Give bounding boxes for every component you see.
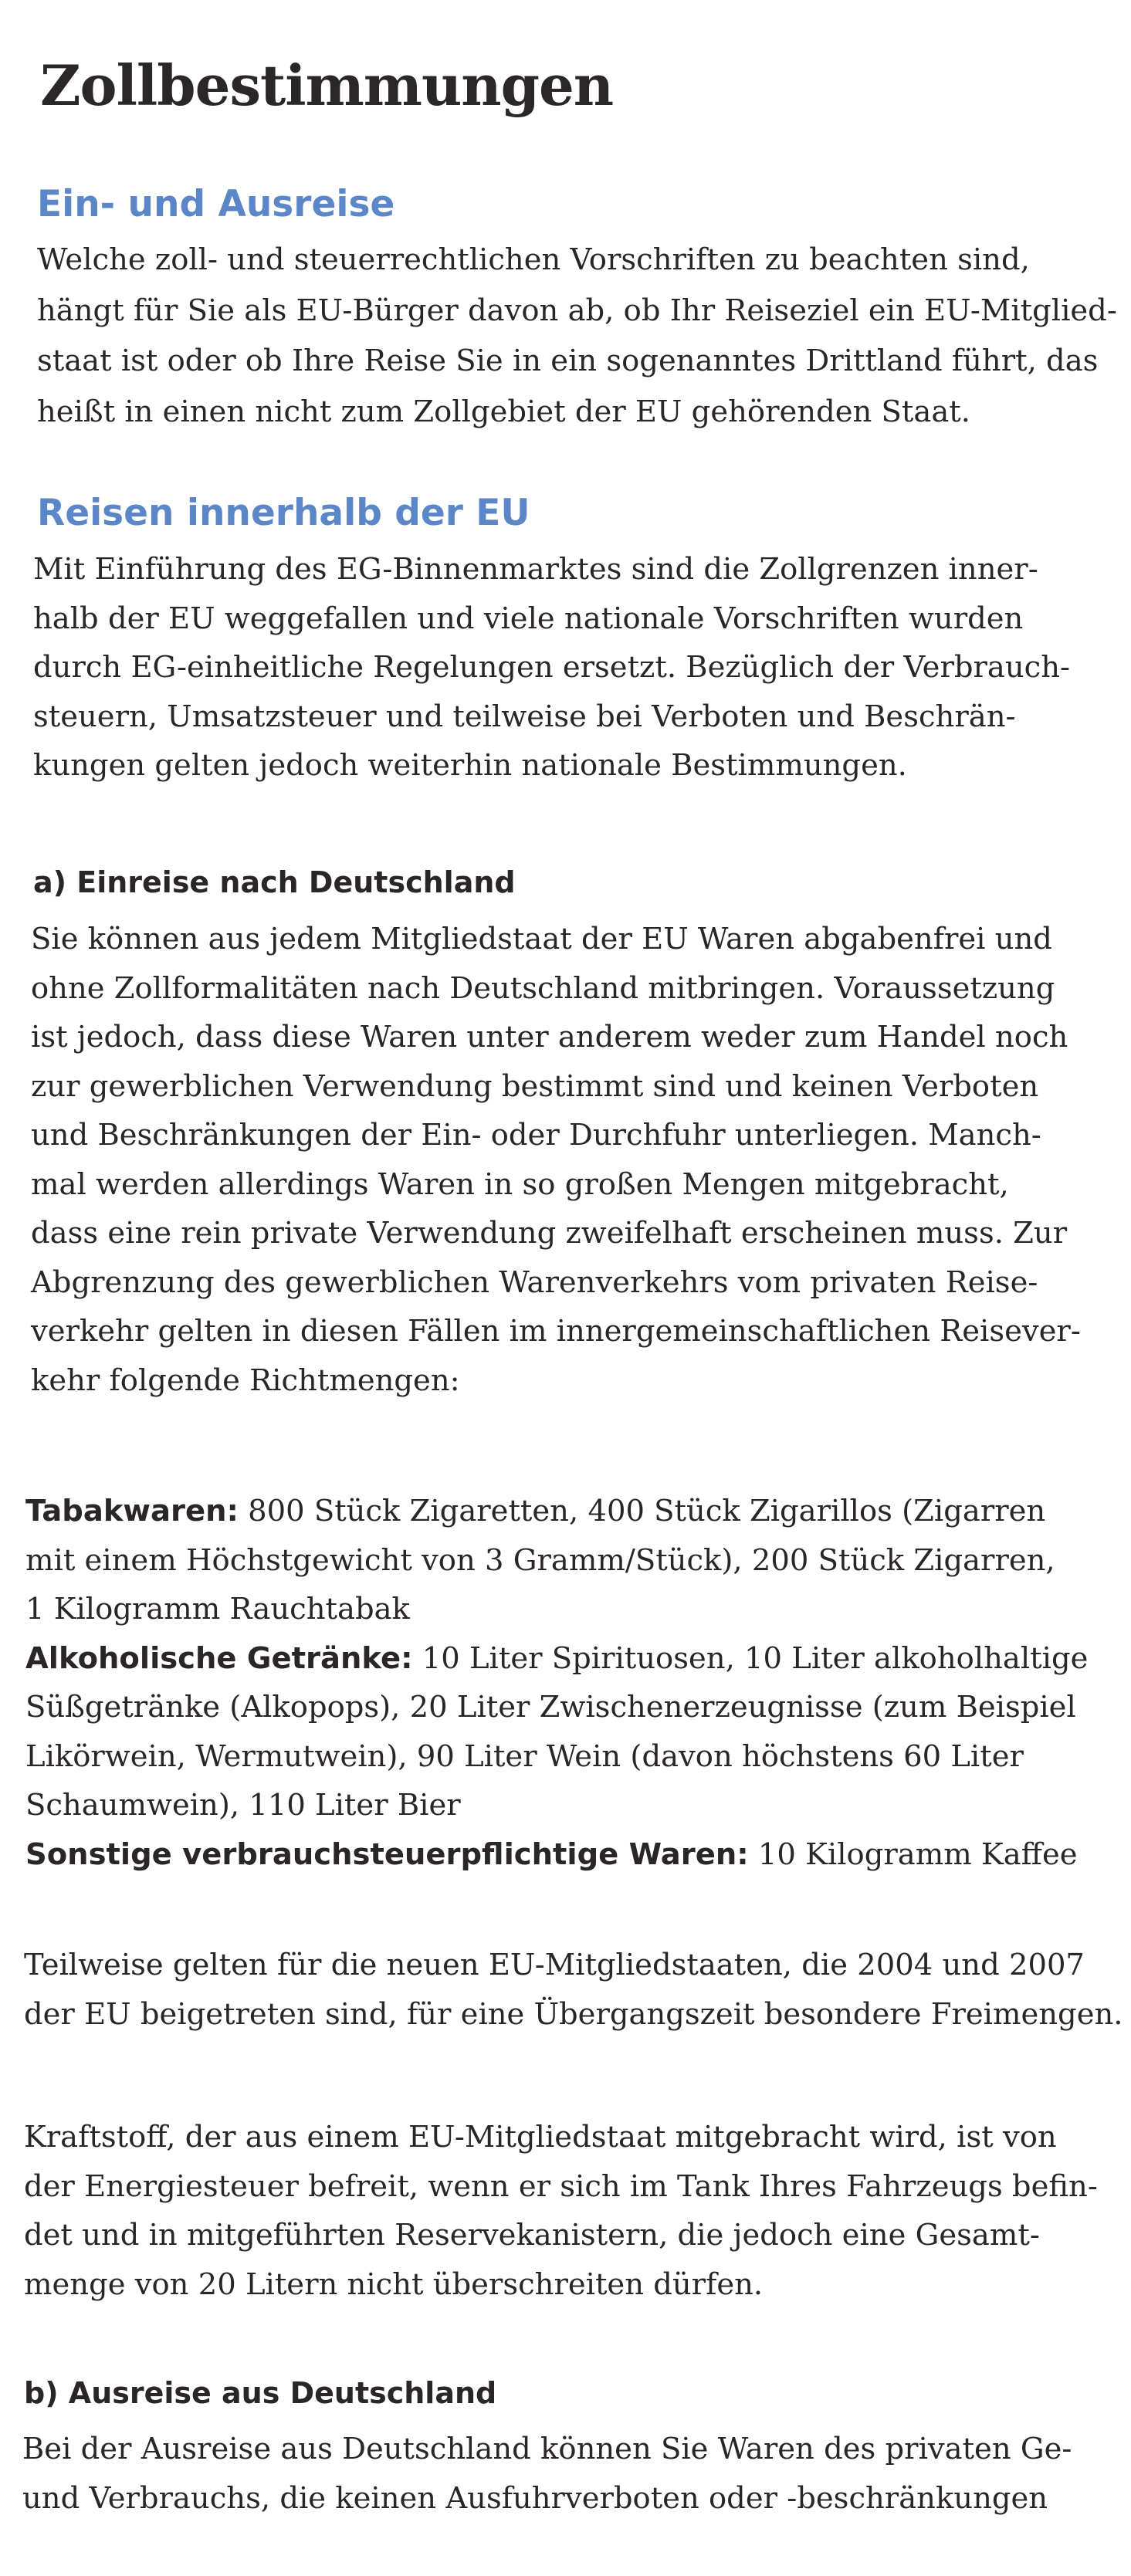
paragraph-richtmengen <box>25 1487 1088 1879</box>
text-line: staat ist oder ob Ihre Reise Sie in ein sogenanntes Drittland führt, das <box>37 344 1099 378</box>
text-line: kehr folgende Richtmengen: <box>31 1362 460 1398</box>
text-line: Mit Einführung des EG-Binnenmarktes sind die Zollgrenzen inner- <box>33 552 1038 587</box>
text-line: Abgrenzung des gewerblichen Warenverkehrs vom privaten Reise- <box>31 1264 1038 1300</box>
text-line: heißt in einen nicht zum Zollgebiet der EU gehörenden Staat. <box>37 394 970 429</box>
text-line: verkehr gelten in diesen Fällen im innergemeinschaftlichen Reisever- <box>31 1314 1081 1349</box>
text-line: der EU beigetreten sind, für eine Übergangszeit besondere Freimengen. <box>24 1996 1123 2032</box>
text-line: mal werden allerdings Waren in so großen Mengen mitgebracht, <box>31 1166 1009 1202</box>
text-line: und Verbrauchs, die keinen Ausfuhrverboten oder -beschränkungen <box>22 2480 1048 2516</box>
text-segment: 800 Stück Zigaretten, 400 Stück Zigarillos (Zigarren <box>238 1494 1046 1528</box>
paragraph-einreise <box>31 915 1081 1405</box>
text-line: und Beschränkungen der Ein- oder Durchfuhr unterliegen. Manch- <box>31 1118 1041 1153</box>
text-line: Kraftstoff, der aus einem EU-Mitgliedstaat mitgebracht wird, ist von <box>24 2120 1057 2155</box>
text-line: hängt für Sie als EU-Bürger davon ab, ob Ihr Reiseziel ein EU-Mitglied- <box>37 293 1117 328</box>
heading-ein-und-ausreise: Ein- und Ausreise <box>37 183 395 225</box>
heading-einreise-nach-deutschland: a) Einreise nach Deutschland <box>33 865 516 899</box>
text-line: zur gewerblichen Verwendung bestimmt sind und keinen Verboten <box>31 1068 1039 1104</box>
paragraph-uebergangszeit <box>24 1941 1123 2039</box>
text-line: Likörwein, Wermutwein), 90 Liter Wein (davon höchstens 60 Liter <box>25 1738 1024 1774</box>
label-sonstige-waren: Sonstige verbrauchsteuerpflichtige Waren: <box>25 1836 749 1872</box>
text-line: Welche zoll- und steuerrechtlichen Vorschriften zu beachten sind, <box>37 242 1030 277</box>
text-line: ist jedoch, dass diese Waren unter anderem weder zum Handel noch <box>31 1020 1068 1054</box>
label-tabakwaren: Tabakwaren: <box>25 1494 239 1528</box>
text-line: Sie können aus jedem Mitgliedstaat der EU Waren abgabenfrei und <box>31 922 1052 956</box>
text-line: Teilweise gelten für die neuen EU-Mitgliedstaaten, die 2004 und 2007 <box>24 1948 1085 1982</box>
text-line <box>25 1830 1088 1880</box>
text-segment: 10 Kilogramm Kaffee <box>748 1836 1078 1872</box>
paragraph-ausreise <box>22 2425 1072 2523</box>
text-line: Süßgetränke (Alkopops), 20 Liter Zwischenerzeugnisse (zum Beispiel <box>25 1690 1076 1725</box>
text-line: Schaumwein), 110 Liter Bier <box>25 1788 461 1823</box>
text-line: 1 Kilogramm Rauchtabak <box>25 1592 410 1627</box>
paragraph-reisen-innerhalb-der-eu <box>33 545 1070 790</box>
heading-reisen-innerhalb-der-eu: Reisen innerhalb der EU <box>37 492 530 534</box>
text-segment: 10 Liter Spirituosen, 10 Liter alkoholhaltige <box>412 1640 1089 1676</box>
text-line: Bei der Ausreise aus Deutschland können Sie Waren des privaten Ge- <box>22 2432 1072 2466</box>
text-line <box>25 1487 1088 1536</box>
text-line: der Energiesteuer befreit, wenn er sich im Tank Ihres Fahrzeugs befin- <box>24 2168 1098 2204</box>
paragraph-ein-und-ausreise <box>37 235 1117 437</box>
text-line: det und in mitgeführten Reservekanistern, die jedoch eine Gesamt- <box>24 2218 1040 2253</box>
text-line: ohne Zollformalitäten nach Deutschland mitbringen. Voraussetzung <box>31 970 1055 1006</box>
text-line: halb der EU weggefallen und viele nationale Vorschriften wurden <box>33 601 1024 636</box>
text-line: durch EG-einheitliche Regelungen ersetzt. Bezüglich der Verbrauch- <box>33 650 1071 685</box>
text-line: mit einem Höchstgewicht von 3 Gramm/Stück), 200 Stück Zigarren, <box>25 1542 1055 1578</box>
text-line: kungen gelten jedoch weiterhin nationale Bestimmungen. <box>33 748 907 783</box>
text-line: dass eine rein private Verwendung zweifelhaft erscheinen muss. Zur <box>31 1216 1068 1251</box>
page-title: Zollbestimmungen <box>40 52 614 118</box>
heading-ausreise-aus-deutschland: b) Ausreise aus Deutschland <box>24 2376 497 2410</box>
text-line <box>25 1634 1088 1684</box>
paragraph-kraftstoff <box>24 2113 1098 2309</box>
text-line: menge von 20 Litern nicht überschreiten dürfen. <box>24 2266 764 2302</box>
text-line: steuern, Umsatzsteuer und teilweise bei Verboten und Beschrän- <box>33 699 1016 734</box>
label-alkoholische-getraenke: Alkoholische Getränke: <box>25 1640 413 1676</box>
